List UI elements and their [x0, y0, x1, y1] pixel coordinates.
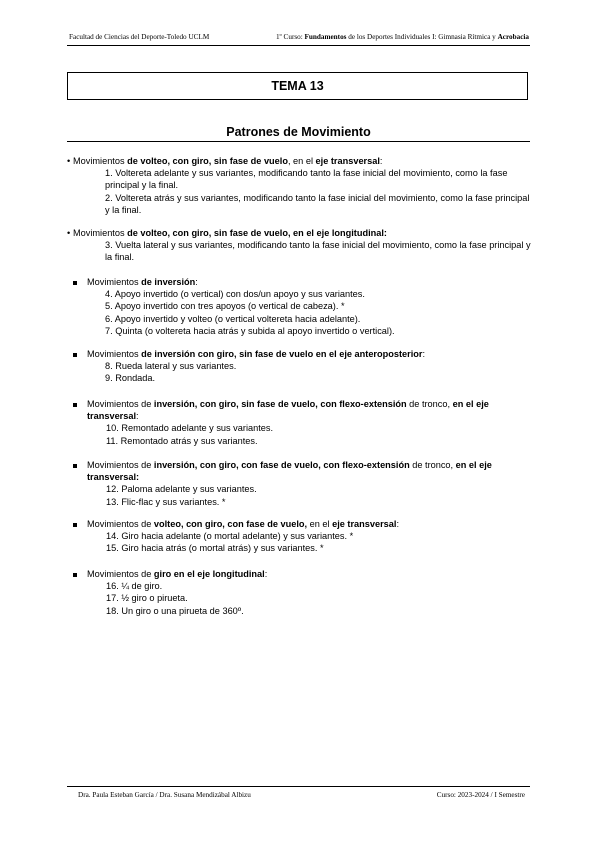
- list-item: 11. Remontado atrás y sus variantes.: [106, 435, 258, 446]
- list-item: 12. Paloma adelante y sus variantes.: [106, 484, 257, 495]
- header-course: 1º Curso:: [275, 33, 305, 41]
- header-subject-bold: Fundamentos: [304, 33, 347, 41]
- list-item: 5. Apoyo invertido con tres apoyos (o vertical de cabeza). *: [105, 301, 345, 312]
- list-item: 17. ½ giro o pirueta.: [106, 593, 188, 604]
- pattern-section: [67, 155, 532, 216]
- list-item: 14. Giro hacia adelante (o mortal adelante) y sus variantes. *: [106, 531, 354, 542]
- header-left: Facultad de Ciencias del Deporte-Toledo UCLM: [69, 33, 210, 41]
- list-item: 4. Apoyo invertido (o vertical) con dos/un apoyo y sus variantes.: [105, 289, 365, 300]
- pattern-section: [67, 568, 532, 617]
- header-subject-bold-2: Acrobacia: [497, 33, 529, 41]
- item-list: [106, 422, 532, 446]
- item-list: [105, 167, 532, 216]
- bullet-square-icon: [73, 281, 77, 285]
- bullet-square-icon: [73, 353, 77, 357]
- section-lead: Movimientos de giro en el eje longitudinal:: [67, 568, 532, 580]
- item-list: [106, 530, 532, 554]
- page-footer: [78, 791, 525, 799]
- bullet-dot-icon: •: [67, 156, 71, 166]
- pattern-section: [67, 518, 532, 555]
- list-item: 7. Quinta (o voltereta hacia atrás y subida al apoyo invertido o vertical).: [105, 325, 395, 336]
- list-item: 3. Vuelta lateral y sus variantes, modificando tanto la fase inicial del movimiento, como la fase principal y la final.: [105, 240, 531, 263]
- item-list: [106, 580, 532, 617]
- footer-authors: Dra. Paula Esteban García / Dra. Susana Mendizábal Albizu: [78, 791, 251, 799]
- item-list: [105, 288, 532, 337]
- list-item: 15. Giro hacia atrás (o mortal atrás) y sus variantes. *: [106, 543, 324, 554]
- bullet-square-icon: [73, 573, 77, 577]
- pattern-section: [67, 276, 532, 337]
- bullet-dot-icon: •: [67, 228, 71, 238]
- list-item: 18. Un giro o una pirueta de 360º.: [106, 605, 244, 616]
- header-subject: de los Deportes Individuales I: Gimnasia Rítmica y: [346, 33, 498, 41]
- footer-course: Curso: 2023-2024 / I Semestre: [436, 791, 525, 799]
- list-item: 1. Voltereta adelante y sus variantes, modificando tanto la fase inicial del movimiento, como la fase principal y la final.: [105, 168, 508, 191]
- section-lead: Movimientos de inversión, con giro, sin fase de vuelo, con flexo-extensión de tronco, en el eje transversal:: [67, 398, 532, 422]
- pattern-section: [67, 227, 532, 264]
- list-item: 10. Remontado adelante y sus variantes.: [106, 423, 274, 434]
- item-list: [105, 239, 532, 263]
- pattern-section: [67, 398, 532, 447]
- item-list: [106, 483, 532, 507]
- list-item: 13. Flic-flac y sus variantes. *: [106, 496, 226, 507]
- bullet-square-icon: [73, 403, 77, 407]
- pattern-section: [67, 459, 532, 508]
- footer-rule: [67, 786, 530, 787]
- bullet-square-icon: [73, 464, 77, 468]
- section-lead: Movimientos de volteo, con giro, con fase de vuelo, en el eje transversal:: [67, 518, 532, 530]
- list-item: 6. Apoyo invertido y volteo (o vertical voltereta hacia adelante).: [105, 313, 361, 324]
- section-title: Patrones de Movimiento: [226, 125, 371, 139]
- section-lead: Movimientos de inversión, con giro, con fase de vuelo, con flexo-extensión de tronco, en el eje transversal:: [67, 459, 532, 483]
- section-lead: • Movimientos de volteo, con giro, sin fase de vuelo, en el eje transversal:: [67, 156, 383, 166]
- list-item: 8. Rueda lateral y sus variantes.: [105, 361, 237, 372]
- item-list: [105, 360, 532, 384]
- list-item: 2. Voltereta atrás y sus variantes, modificando tanto la fase inicial del movimiento, como la fase principal y la final.: [105, 192, 530, 215]
- list-item: 16. ¼ de giro.: [106, 581, 163, 592]
- section-lead: Movimientos de inversión:: [67, 276, 532, 288]
- section-lead: Movimientos de inversión con giro, sin fase de vuelo en el eje anteroposterior:: [67, 348, 532, 360]
- list-item: 9. Rondada.: [105, 373, 156, 384]
- page-title: TEMA 13: [271, 79, 324, 93]
- pattern-section: [67, 348, 532, 385]
- section-lead: • Movimientos de volteo, con giro, sin fase de vuelo, en el eje longitudinal:: [67, 228, 387, 238]
- bullet-square-icon: [73, 523, 77, 527]
